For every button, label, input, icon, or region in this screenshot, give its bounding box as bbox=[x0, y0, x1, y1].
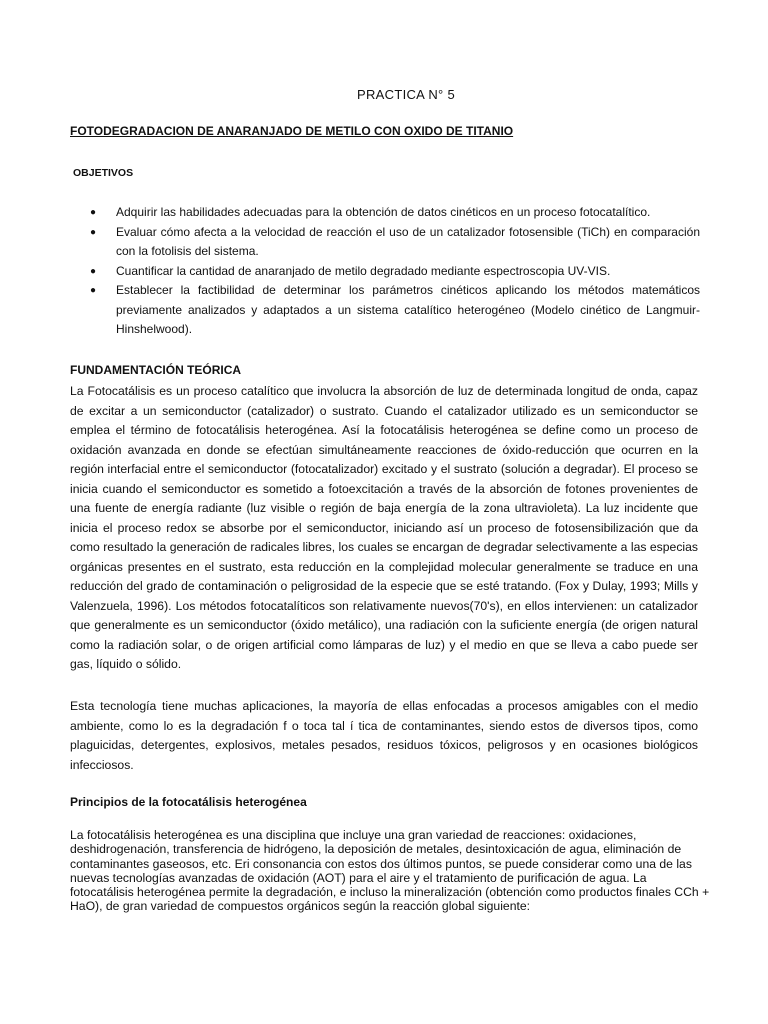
list-item bbox=[90, 223, 700, 262]
objectives-heading: OBJETIVOS bbox=[73, 167, 134, 179]
bullet-icon: ● bbox=[90, 207, 97, 218]
objectives-list bbox=[90, 203, 700, 340]
objective-text: Establecer la factibilidad de determinar los parámetros cinéticos aplicando los métodos matemáticos previamente analizados y adaptados a un sistema catalítico heterogéneo (Modelo cinético de Langmuir-Hinshelwood). bbox=[116, 283, 700, 336]
bullet-icon: ● bbox=[90, 265, 97, 277]
theory-paragraph-2: Esta tecnología tiene muchas aplicaciones, la mayoría de ellas enfocadas a procesos amigables con el medio ambiente, como lo es la degradación f o toca tal í tica de contaminantes, siendo estos de diversos tipos, como plaguicidas, detergentes, explosivos, metales pesados, residuos tóxicos, peligrosos y en ocasiones biológicos infecciosos. bbox=[70, 699, 698, 772]
objective-text: Evaluar cómo afecta a la velocidad de reacción el uso de un catalizador fotosensible (TiCh) en comparación con la fotolisis del sistema. bbox=[116, 224, 700, 258]
objective-text: Adquirir las habilidades adecuadas para la obtención de datos cinéticos en un proceso fotocatalítico. bbox=[116, 205, 651, 219]
bullet-icon: ● bbox=[90, 285, 97, 296]
theory-heading: FUNDAMENTACIÓN TEÓRICA bbox=[70, 363, 242, 377]
principles-heading: Principios de la fotocatálisis heterogénea bbox=[70, 795, 307, 809]
theory-paragraph-1: La Fotocatálisis es un proceso catalítico que involucra la absorción de luz de determinada longitud de onda, capaz de excitar a un semiconductor (catalizador) o sustrato. Cuando el catalizador utilizado es un semiconductor se emplea el término de fotocatálisis heterogénea. Así la fotocatálisis heterogénea se define como un proceso de oxidación avanzada en donde se efectúan simultáneamente reacciones de óxido-reducción que ocurren en la región interfacial entre el semiconductor (fotocatalizador) excitado y el sustrato (solución a degradar). El proceso se inicia cuando el semiconductor es sometido a fotoexcitación a través de la absorción de fotones provenientes de una fuente de energía radiante (luz visible o región de baja energía de la zona ultravioleta). La luz incidente que inicia el proceso redox se absorbe por el semiconductor, iniciando así un proceso de fotosensibilización que da como resultado la generación de radicales libres, los cuales se encargan de degradar selectivamente a las especias orgánicas presentes en el sustrato, esta reducción en la complejidad molecular generalmente se traduce en una reducción del grado de contaminación o peligrosidad de la especie que se esté tratando. (Fox y Dulay, 1993; Mills y Valenzuela, 1996). Los métodos fotocatalíticos son relativamente nuevos(70's), en ellos intervienen: un catalizador que generalmente es un semiconductor (óxido metálico), una radiación con la suficiente energía (de origen natural como la radiación solar, o de origen artificial como lámparas de luz) y el medio en que se lleva a cabo puede ser gas, líquido o sólido. bbox=[70, 384, 698, 671]
list-item bbox=[90, 281, 700, 340]
objective-text: Cuantificar la cantidad de anaranjado de metilo degradado mediante espectroscopia UV-VIS. bbox=[116, 263, 611, 278]
document-title: FOTODEGRADACION DE ANARANJADO DE METILO CON OXIDO DE TITANIO bbox=[70, 124, 514, 138]
principles-paragraph: La fotocatálisis heterogénea es una disciplina que incluye una gran variedad de reacciones: oxidaciones, deshidrogenación, transferencia de hidrógeno, la deposición de metales, desintoxicación de agua, eliminación de contaminantes gaseosos, etc. Eri consonancia con estos dos últimos puntos, se puede considerar como una de las nuevas tecnologías avanzadas de oxidación (AOT) para el aire y el tratamiento de purificación de agua. La fotocatálisis heterogénea permite la degradación, e incluso la mineralización (obtención como productos finales CCh + HaO), de gran variedad de compuestos orgánicos según la reacción global siguiente: bbox=[70, 828, 710, 914]
list-item bbox=[90, 203, 700, 223]
bullet-icon: ● bbox=[90, 226, 97, 238]
practice-number: PRACTICA N° 5 bbox=[357, 87, 455, 102]
list-item bbox=[90, 262, 700, 282]
